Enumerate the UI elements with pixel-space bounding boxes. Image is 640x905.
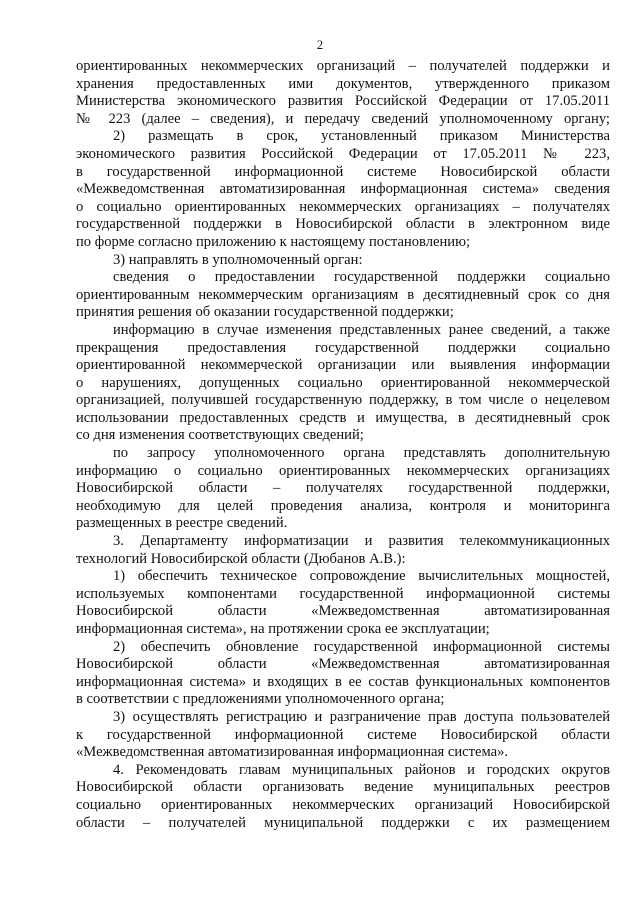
text-line: информационная система», на протяжении срока ее эксплуатации;	[76, 621, 490, 637]
text-line: экономического развития Российской Федерации от 17.05.2011 № 223,	[76, 145, 610, 162]
text-line: государственной поддержки в Новосибирской области в электронном виде	[76, 216, 610, 233]
page-number: 2	[316, 38, 324, 52]
text-line: в соответствии с предложениями уполномоченного органа;	[76, 691, 445, 708]
text-line: Новосибирской области «Межведомственная автоматизированная	[76, 656, 610, 673]
paragraph-change-info	[76, 322, 610, 445]
text-line: технологий Новосибирской области (Дюбанов А.В.):	[76, 550, 406, 567]
text-line: по запросу уполномоченного органа представлять дополнительную	[113, 445, 610, 462]
text-line: 3) осуществлять регистрацию и разграничение прав доступа пользователей	[113, 708, 610, 725]
text-line: использовании предоставленных средств и имущества, в десятидневный срок	[76, 409, 610, 426]
text-line: принятия решения об оказании государственной поддержки;	[76, 304, 454, 321]
text-line: используемых компонентами государственной информационной системы	[76, 585, 610, 602]
paragraph-sveden-definition	[76, 58, 610, 128]
text-line: № 223 (далее – сведения), и передачу сведений уполномоченному органу;	[76, 110, 610, 127]
paragraph-on-request	[76, 445, 610, 533]
text-line: ориентированной некоммерческой организации или выявления информации	[76, 357, 610, 374]
text-line: хранения предоставленных ими документов, утвержденного приказом	[76, 75, 610, 92]
text-line: социально ориентированных некоммерческих организаций Новосибирской	[76, 796, 610, 813]
paragraph-3-item-2	[76, 639, 610, 709]
text-line: «Межведомственная автоматизированная информационная система» сведения	[76, 181, 610, 198]
text-line: о социально ориентированных некоммерческих организациях – получателях	[76, 198, 610, 215]
text-line: организацией, получившей государственную поддержку, в том числе о нецелевом	[76, 392, 610, 409]
text-line: 2) размещать в срок, установленный приказом Министерства	[113, 128, 610, 145]
paragraph-item-3-send	[76, 252, 610, 270]
paragraph-item-2-place	[76, 128, 610, 251]
text-line: информацию в случае изменения представленных ранее сведений, а также	[113, 321, 610, 338]
text-line: Новосибирской области организовать ведение муниципальных реестров	[76, 779, 610, 796]
text-line: информацию о социально ориентированных некоммерческих организациях	[76, 462, 610, 479]
text-line: о нарушениях, допущенных социально ориентированной некоммерческой	[76, 374, 610, 391]
text-line: со дня изменения соответствующих сведений;	[76, 427, 364, 444]
text-line: Новосибирской области «Межведомственная автоматизированная	[76, 603, 610, 620]
text-line: к государственной информационной системе Новосибирской области	[76, 726, 610, 743]
text-line: 1) обеспечить техническое сопровождение вычислительных мощностей,	[113, 568, 610, 585]
text-line: ориентированным некоммерческим организациям в десятидневный срок со дня	[76, 286, 610, 303]
paragraph-section-4	[76, 762, 610, 832]
text-line: Новосибирской области – получателях государственной поддержки,	[76, 480, 610, 497]
text-line: 4. Рекомендовать главам муниципальных районов и городских округов	[113, 761, 610, 778]
text-line: области – получателей муниципальной поддержки с их размещением	[76, 814, 610, 831]
text-line: необходимую для целей проведения анализа, контроля и мониторинга	[76, 497, 610, 514]
paragraph-3-item-1	[76, 568, 610, 638]
paragraph-support-info	[76, 269, 610, 322]
text-line: 3) направлять в уполномоченный орган:	[113, 251, 363, 268]
text-line: 3. Департаменту информатизации и развития телекоммуникационных	[113, 533, 610, 550]
text-line: в государственной информационной системе Новосибирской области	[76, 163, 610, 180]
text-line: размещенных в реестре сведений.	[76, 515, 288, 532]
body-text	[76, 58, 610, 832]
paragraph-section-3	[76, 533, 610, 568]
text-line: прекращения предоставления государственной поддержки социально	[76, 339, 610, 356]
text-line: 2) обеспечить обновление государственной информационной системы	[113, 638, 610, 655]
text-line: ориентированных некоммерческих организаций – получателей поддержки и	[76, 58, 610, 74]
text-line: по форме согласно приложению к настоящему постановлению;	[76, 233, 471, 250]
paragraph-3-item-3	[76, 709, 610, 762]
text-line: Министерства экономического развития Российской Федерации от 17.05.2011	[76, 93, 610, 110]
text-line: «Межведомственная автоматизированная информационная система».	[76, 744, 509, 761]
text-line: информационная система» и входящих в ее состав функциональных компонентов	[76, 673, 610, 690]
text-line: сведения о предоставлении государственной поддержки социально	[113, 269, 610, 286]
